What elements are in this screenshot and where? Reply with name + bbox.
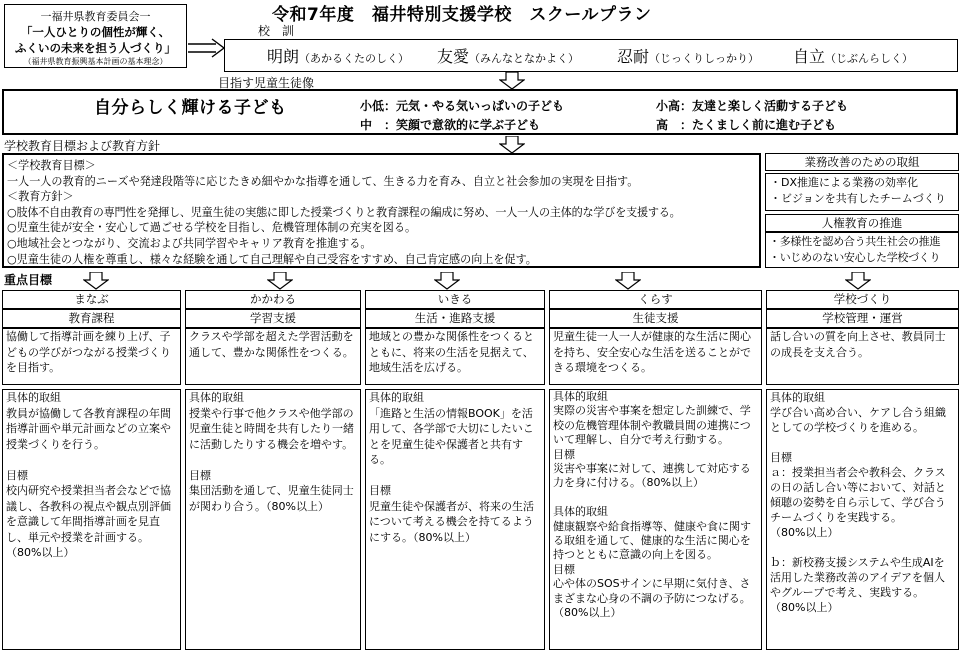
arrow-down-icon (83, 272, 109, 290)
gyomu-item: ・ビジョンを共有したチームづくり (770, 192, 946, 205)
juten-label: 重点目標 (4, 273, 53, 287)
ideal-box (2, 89, 958, 135)
arrow-down-icon (499, 136, 525, 154)
gyomu-box (765, 173, 959, 211)
column-detail-gakkozukuri: 具体的取組 学び合い高め合い、ケアし合う組織としての学校づくりを進める。 目標 ａ：授業担当者会や教科会、クラスの日の話し合い等において、対話と傾聴の姿勢を自ら示して、学び合うチームづくりを実践する。 （80%以上） ｂ：新校務支援システムや生成AIを活用した業務改善のアイデアを個人やグループで考え、実践する。 （80%以上） (766, 389, 959, 650)
kokun-box (224, 39, 958, 72)
arrow-down-icon (267, 272, 293, 290)
jinken-item: ・いじめのない安心した学校づくり (769, 251, 941, 264)
jinken-title-box: 人権教育の推進 (765, 214, 959, 232)
kokun-label: 校 訓 (258, 24, 295, 38)
arrow-down-icon (499, 72, 525, 90)
column-goal-ikiru: 地域との豊かな関係性をつくるとともに、将来の生活を見据えて、地域生活を広げる。 (365, 328, 545, 385)
column-head-ikiru: いきる (365, 290, 545, 309)
ideal-item: 高 ：たくましく前に進む子ども (656, 118, 837, 132)
kokun-item: 明朗（あかるくたのしく） (267, 47, 410, 66)
column-sub-ikiru: 生活・進路支援 (365, 309, 545, 328)
column-goal-kurasu: 児童生徒一人一人が健康的な生活に関心を持ち、安全安心な生活を送ることができる環境をつくる。 (549, 328, 762, 385)
column-head-kurasu: くらす (549, 290, 762, 309)
column-sub-kurasu: 生徒支援 (549, 309, 762, 328)
column-goal-gakkozukuri: 話し合いの質を向上させ、教員同士の成長を支え合う。 (766, 328, 959, 385)
column-detail-ikiru: 具体的取組 「進路と生活の情報BOOK」を活用して、各学部で大切にしたいことを児童生徒や保護者と共有する。 目標 児童生徒や保護者が、将来の生活について考える機会を持てるようにする。（80%以上） (365, 389, 545, 650)
double-arrow-right-icon (188, 38, 226, 58)
ideal-item: 小低：元気・やる気いっぱいの子ども (360, 99, 565, 113)
column-sub-kakawaru: 学習支援 (185, 309, 361, 328)
arrow-down-icon (845, 272, 871, 290)
policy-line: ○児童生徒が安全・安心して過ごせる学校を目指し、危機管理体制の充実を図る。 (7, 221, 417, 235)
policy-heading: ＜学校教育目標＞ (7, 159, 96, 172)
column-head-manabu: まなぶ (2, 290, 181, 309)
gyomu-item: ・DX推進による業務の効率化 (770, 176, 919, 189)
column-goal-kakawaru: クラスや学部を超えた学習活動を通して、豊かな関係性をつくる。 (185, 328, 361, 385)
column-detail-kurasu: 具体的取組 実際の災害や事案を想定した訓練で、学校の危機管理体制や教職員間の連携について理解し、自分で考え行動する。 目標 災害や事案に対して、連携して対応する力を身に付ける。（80%以上） 具体的取組 健康観察や給食指導等、健康や食に関する取組を通して、健康的な生活に関心を持つとともに意識の向上を図る。 目標 心や体のSOSサインに早期に気付き、さまざまな心身の不調の予防につなげる。（80%以上） (549, 389, 762, 650)
jinken-box (765, 232, 959, 268)
column-head-gakkozukuri: 学校づくり (766, 290, 959, 309)
kokun-item: 友愛（みんなとなかよく） (437, 47, 580, 66)
policy-box (2, 153, 761, 268)
arrow-down-icon (615, 272, 641, 290)
column-detail-kakawaru: 具体的取組 授業や行事で他クラスや他学部の児童生徒と時間を共有したり一緒に活動したりする機会を増やす。 目標 集団活動を通して、児童生徒同士が関わり合う。（80%以上） (185, 389, 361, 650)
policy-line: ○肢体不自由教育の専門性を発揮し、児童生徒の実態に即した授業づくりと教育課程の編成に努め、一人一人の主体的な学びを支援する。 (7, 205, 681, 219)
policy-line: ○児童生徒の人権を尊重し、様々な経験を通して自己理解や自己受容をすすめ、自己肯定感の向上を促す。 (7, 252, 537, 266)
policy-label: 学校教育目標および教育方針 (4, 139, 161, 153)
arrow-down-icon (434, 272, 460, 290)
kokun-item: 忍耐（じっくりしっかり） (617, 47, 760, 66)
board-org: 一福井県教育委員会一 (40, 10, 151, 23)
board-slogan-2: ふくいの未来を担う人づくり」 (15, 41, 176, 55)
policy-heading: ＜教育方針＞ (7, 190, 74, 204)
column-sub-gakkozukuri: 学校管理・運営 (766, 309, 959, 328)
column-sub-manabu: 教育課程 (2, 309, 181, 328)
board-of-education-box (4, 4, 187, 68)
page-title: 令和7年度 福井特別支援学校 スクールプラン (272, 5, 652, 25)
kokun-item: 自立（じぶんらしく） (793, 47, 914, 66)
ideal-label: 目指す児童生徒像 (218, 76, 315, 90)
ideal-item: 中 ：笑顔で意欲的に学ぶ子ども (360, 118, 541, 132)
column-detail-manabu: 具体的取組 教員が協働して各教育課程の年間指導計画や単元計画などの立案や授業づくりを行う。 目標 校内研究や授業担当者会などで協議し、各教科の視点や観点別評価を意識して年間指導計画を見直し、単元や授業を計画する。（80%以上） (2, 389, 181, 650)
column-head-kakawaru: かかわる (185, 290, 361, 309)
gyomu-title-box: 業務改善のための取組 (765, 153, 959, 171)
board-slogan-1: 「一人ひとりの個性が輝く、 (20, 25, 171, 39)
ideal-item: 小高：友達と楽しく活動する子ども (656, 99, 849, 113)
policy-line: 一人一人の教育的ニーズや発達段階等に応じたきめ細やかな指導を通して、生きる力を育み、自立と社会参加の実現を目指す。 (7, 174, 639, 188)
column-goal-manabu: 協働して指導計画を練り上げ、子どもの学びがつながる授業づくりを目指す。 (2, 328, 181, 385)
policy-line: ○地域社会とつながり、交流および共同学習やキャリア教育を推進する。 (7, 236, 372, 250)
board-note: （福井県教育振興基本計画の基本理念） (23, 57, 168, 66)
jinken-item: ・多様性を認め合う共生社会の推進 (769, 235, 941, 248)
ideal-main: 自分らしく輝ける子ども (94, 98, 287, 118)
